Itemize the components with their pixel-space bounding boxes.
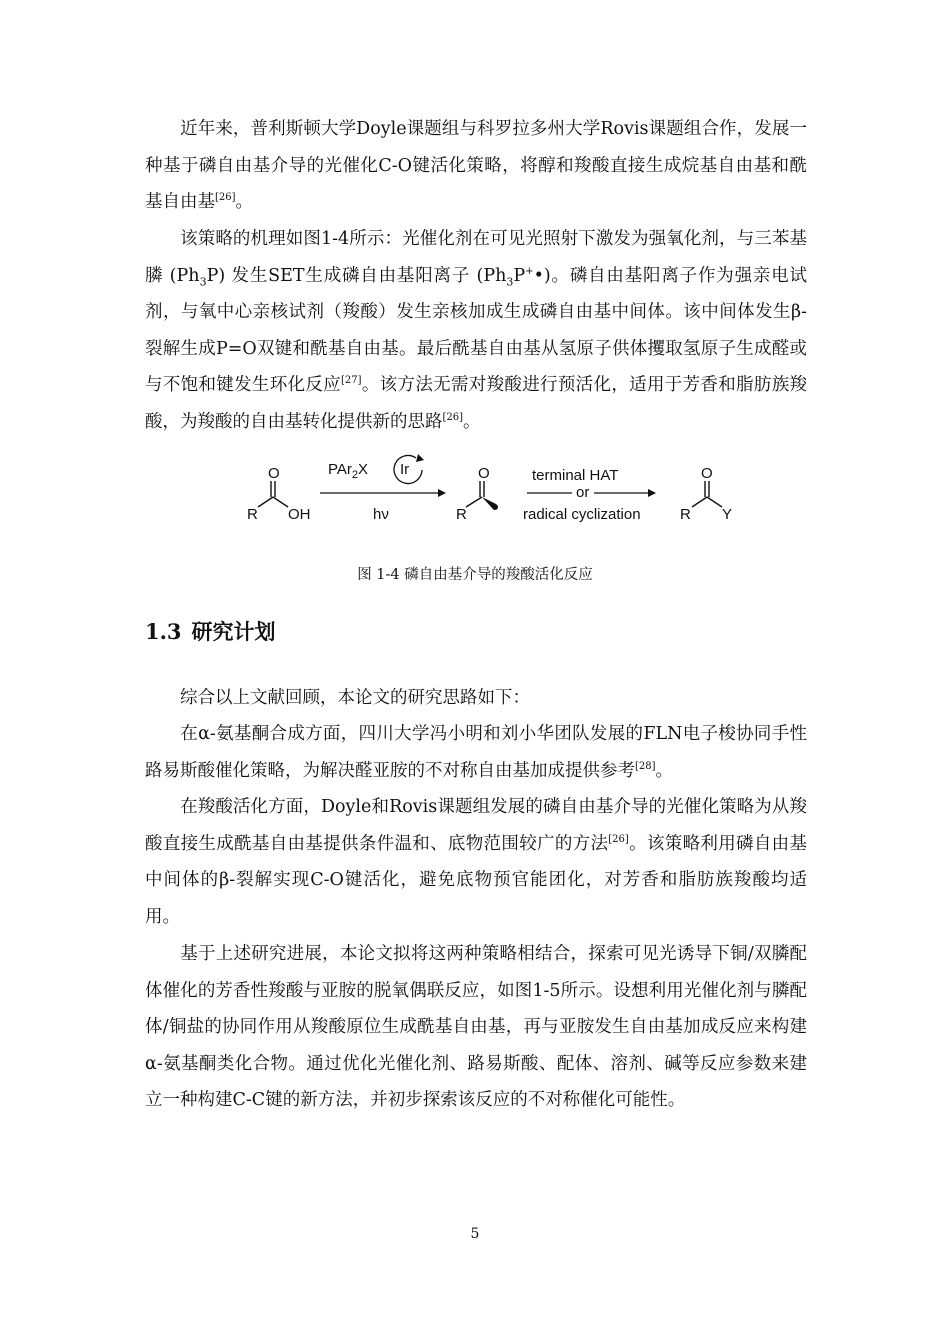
section-title: 研究计划 bbox=[191, 619, 276, 644]
prod-r-label: R bbox=[680, 506, 691, 523]
reaction-scheme-figure bbox=[240, 452, 733, 532]
paragraph-6: 基于上述研究进展，本论文拟将这两种策略相结合，探索可见光诱导下铜/双膦配体催化的芳香性羧酸与亚胺的脱氧偶联反应，如图1-5所示。设想利用光催化剂与膦配体/铜盐的协同作用从羧酸原位生成酰基自由基，再与亚胺发生自由基加成反应来构建α-氨基酮类化合物。通过优化光催化剂、路易斯酸、配体、溶剂、碱等反应参数来建立一种构建C-C键的新方法，并初步探索该反应的不对称催化可能性。 bbox=[145, 944, 807, 1110]
section-number: 1.3 bbox=[145, 619, 182, 644]
arrowhead-1 bbox=[438, 489, 446, 497]
step2-top-label: terminal HAT bbox=[532, 467, 619, 484]
section-heading bbox=[145, 616, 276, 646]
paragraph-5: 在羧酸活化方面，Doyle和Rovis课题组发展的磷自由基介导的光催化策略为从羧酸直接生成酰基自由基提供条件温和、底物范围较广的方法[26]。该策略利用磷自由基中间体的β-裂解实现C-O键活化，避免底物预官能团化，对芳香和脂肪族羧酸均适用。 bbox=[145, 797, 807, 927]
int-oxygen-label: O bbox=[478, 465, 490, 482]
light-condition-label: hν bbox=[373, 506, 389, 523]
step2-or-label: or bbox=[576, 484, 590, 501]
citation-26c: [26] bbox=[608, 833, 629, 845]
prod-oxygen-label: O bbox=[701, 465, 713, 482]
carboxylic-acid-structure bbox=[258, 481, 288, 507]
acyl-radical-structure bbox=[466, 481, 484, 507]
paragraph-3: 综合以上文献回顾，本论文的研究思路如下： bbox=[180, 688, 530, 708]
sm-oxygen-label: O bbox=[268, 465, 280, 482]
sm-r-label: R bbox=[247, 506, 258, 523]
citation-27: [27] bbox=[341, 375, 362, 387]
citation-26: [26] bbox=[215, 192, 236, 204]
paragraph-1-text: 近年来，普利斯顿大学Doyle课题组与科罗拉多州大学Rovis课题组合作，发展一种基于磷自由基介导的光催化C-O键活化策略，将醇和羧酸直接生成烷基自由基和酰基自由基 bbox=[145, 119, 807, 212]
paragraph-4: 在α-氨基酮合成方面，四川大学冯小明和刘小华团队发展的FLN电子梭协同手性路易斯酸催化策略，为解决醛亚胺的不对称自由基加成提供参考[28]。 bbox=[145, 724, 807, 781]
citation-26b: [26] bbox=[442, 411, 464, 423]
paragraph-1: 近年来，普利斯顿大学Doyle课题组与科罗拉多州大学Rovis课题组合作，发展一种基于磷自由基介导的光催化C-O键活化策略，将醇和羧酸直接生成烷基自由基和酰基自由基[26]。 bbox=[145, 119, 807, 212]
product-structure bbox=[692, 481, 722, 507]
radical-dot-icon bbox=[492, 504, 498, 510]
sm-oh-label: OH bbox=[288, 506, 311, 523]
page-number: 5 bbox=[470, 1226, 480, 1242]
arrowhead-2 bbox=[648, 489, 656, 497]
catalyst-label: Ir bbox=[400, 461, 410, 478]
reagent-label: PAr$_2$X bbox=[328, 461, 369, 481]
int-r-label: R bbox=[456, 506, 467, 523]
paragraph-2: 该策略的机理如图1-4所示：光催化剂在可见光照射下激发为强氧化剂，与三苯基膦 $(Ph_3P)$ 发生SET生成磷自由基阳离子 $(Ph_3P^+•)$。磷自由基阳离子作为强亲电试剂，与氧中心亲核试剂（羧酸）发生亲核加成生成磷自由基中间体。该中间体发生β-裂解生成P=O双键和酰基自由基。最后酰基自由基从氢原子供体攫取氢原子生成醛或与不饱和键发生环化反应[27]。该方法无需对羧酸进行预活化，适用于芳香和脂肪族羧酸，为羧酸的自由基转化提供新的思路[26]。 bbox=[145, 229, 808, 432]
citation-28: [28] bbox=[635, 760, 656, 772]
prod-y-label: Y bbox=[722, 506, 733, 523]
step2-bottom-label: radical cyclization bbox=[523, 506, 641, 523]
figure-caption: 图 1-4 磷自由基介导的羧酸活化反应 bbox=[357, 567, 593, 583]
